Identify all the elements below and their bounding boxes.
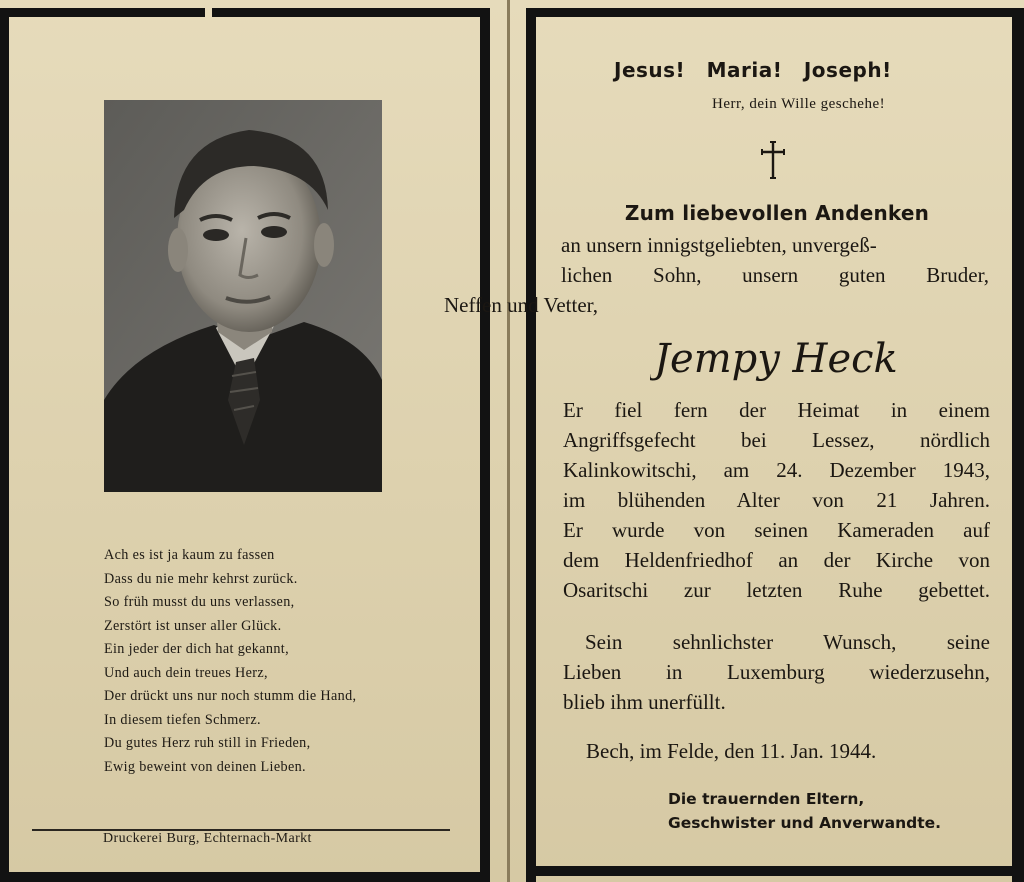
dedication-line xyxy=(0,293,1024,318)
printer-credit: Druckerei Burg, Echternach-Markt xyxy=(103,831,312,846)
deceased-name-text: Jempy Heck xyxy=(654,336,898,382)
dedication-line: lichen Sohn, unsern guten Bruder, xyxy=(561,263,989,287)
poem-line: Du gutes Herz ruh still in Frieden, xyxy=(104,735,311,751)
top-border xyxy=(526,8,1024,17)
left-border xyxy=(526,8,536,882)
wish-line: Sein sehnlichster Wunsch, seine xyxy=(585,630,990,654)
poem-line: Und auch dein treues Herz, xyxy=(104,664,268,681)
poem-line: Ach es ist ja kaum zu fassen xyxy=(104,547,275,563)
cross-icon xyxy=(758,140,788,184)
poem-line: So früh musst du uns verlassen, xyxy=(104,594,295,610)
poem-line: Ewig beweint von deinen Lieben. xyxy=(104,758,306,775)
bottom-border xyxy=(0,872,490,882)
death-line: im blühenden Alter von 21 Jahren. xyxy=(563,488,990,512)
poem-line: Der drückt uns nur noch stumm die Hand, xyxy=(104,688,357,704)
top-border-right xyxy=(212,8,488,17)
place-date: Bech, im Felde, den 11. Jan. 1944. xyxy=(586,739,877,763)
invocation-jesus: Jesus! xyxy=(614,58,686,82)
deceased-name xyxy=(650,330,910,394)
poem-line: Ein jeder der dich hat gekannt, xyxy=(104,641,289,657)
bottom-border xyxy=(526,866,1024,876)
invocation xyxy=(614,58,906,82)
top-border-left xyxy=(0,8,205,17)
left-card xyxy=(0,0,508,882)
poem-line: Zerstört ist unser aller Glück. xyxy=(104,617,282,634)
dedication-line: an unsern innigstgeliebten, unvergeß- xyxy=(561,233,877,257)
memorial-poem xyxy=(104,544,484,779)
memorial-heading: Zum liebevollen Andenken xyxy=(624,201,930,225)
death-line: dem Heldenfriedhof an der Kirche von xyxy=(563,548,990,572)
death-line: Angriffsgefecht bei Lessez, nördlich xyxy=(563,428,990,452)
left-border xyxy=(0,8,9,882)
dedication-line-text: Neffen und Vetter, xyxy=(443,293,599,317)
closing-line: Die trauernden Eltern, xyxy=(668,790,865,808)
right-border xyxy=(1012,8,1024,882)
invocation-joseph: Joseph! xyxy=(803,58,892,82)
poem-line: Dass du nie mehr kehrst zurück. xyxy=(104,570,298,587)
closing-line: Geschwister und Anverwandte. xyxy=(668,814,942,832)
poem-line: In diesem tiefen Schmerz. xyxy=(104,711,261,728)
wish-line: Lieben in Luxemburg wiederzusehn, xyxy=(563,660,990,684)
death-line: Osaritschi zur letzten Ruhe gebettet. xyxy=(563,578,990,602)
prayer-subline: Herr, dein Wille geschehe! xyxy=(712,96,886,112)
wish-line: blieb ihm unerfüllt. xyxy=(563,690,726,714)
invocation-maria: Maria! xyxy=(706,58,783,82)
death-line: Er wurde von seinen Kameraden auf xyxy=(563,518,990,542)
death-line: Kalinkowitschi, am 24. Dezember 1943, xyxy=(563,458,990,482)
death-line: Er fiel fern der Heimat in einem xyxy=(563,398,990,422)
